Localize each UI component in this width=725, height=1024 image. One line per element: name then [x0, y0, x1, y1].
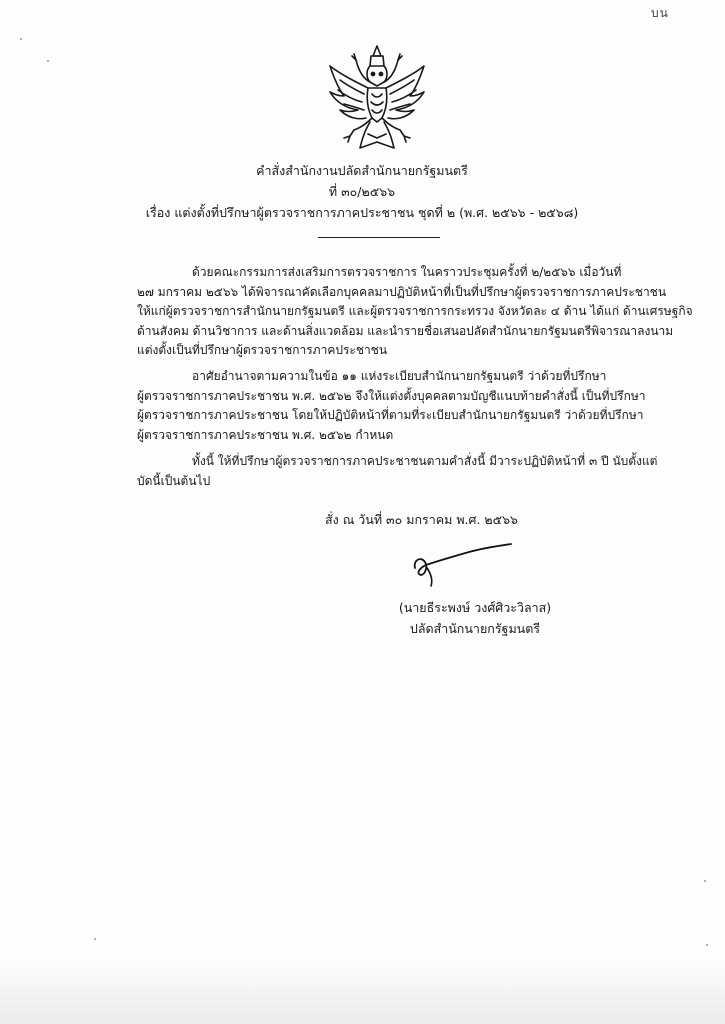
- paragraph-line: ให้แก่ผู้ตรวจราชการสำนักนายกรัฐมนตรี และผู้ตรวจราชการกระทรวง จังหวัดละ ๔ ด้าน ได้แก่ ด้านเศรษฐกิจ: [137, 304, 693, 319]
- paragraph-line: ๒๗ มกราคม ๒๕๖๖ ได้พิจารณาคัดเลือกบุคคลมาปฏิบัติหน้าที่เป็นที่ปรึกษาผู้ตรวจราชการภาคประชาชน: [137, 284, 667, 299]
- scan-speck: [704, 880, 706, 882]
- order-heading: [120, 160, 604, 223]
- signer-position: ปลัดสำนักนายกรัฐมนตรี: [409, 621, 541, 636]
- order-subject: เรื่อง แต่งตั้งที่ปรึกษาผู้ตรวจราชการภาคประชาชน ชุดที่ ๒ (พ.ศ. ๒๕๖๖ - ๒๕๖๘): [145, 205, 579, 220]
- paragraph-line: อาศัยอำนาจตามความในข้อ ๑๑ แห่งระเบียบสำนักนายกรัฐมนตรี ว่าด้วยที่ปรึกษา: [192, 369, 607, 383]
- scan-bottom-shadow: [0, 960, 725, 1024]
- paragraph-line: ผู้ตรวจราชการภาคประชาชน พ.ศ. ๒๕๖๒ จึงให้แต่งตั้งบุคคลตามบัญชีแนบท้ายคำสั่งนี้ เป็นที่ปรึกษา: [137, 388, 646, 403]
- order-issuer-title: คำสั่งสำนักงานปลัดสำนักนายกรัฐมนตรี: [256, 163, 468, 178]
- garuda-emblem-icon: [326, 44, 428, 150]
- body-paragraph-2: [137, 367, 646, 445]
- paragraph-line: ทั้งนี้ ให้ที่ปรึกษาผู้ตรวจราชการภาคประชาชนตามคำสั่งนี้ มีวาระปฏิบัติหน้าที่ ๓ ปี นับตั้งแต่: [192, 454, 658, 468]
- scan-speck: [20, 38, 22, 40]
- paragraph-line: ผู้ตรวจราชการภาคประชาชน โดยให้ปฏิบัติหน้าที่ตามที่ระเบียบสำนักนายกรัฐมนตรี ว่าด้วยที่ปรึกษา: [137, 408, 644, 423]
- scan-speck: [94, 938, 96, 940]
- heading-divider: [318, 237, 440, 238]
- scan-speck: [47, 60, 49, 62]
- signer-name: (นายธีระพงษ์ วงศ์ศิวะวิลาส): [398, 600, 552, 615]
- paragraph-line: แต่งตั้งเป็นที่ปรึกษาผู้ตรวจราชการภาคประชาชน: [137, 343, 388, 358]
- issued-date: สั่ง ณ วันที่ ๓๐ มกราคม พ.ศ. ๒๕๖๖: [325, 512, 518, 527]
- paragraph-line: ด้านสังคม ด้านวิชาการ และด้านสิ่งแวดล้อม และนำรายชื่อเสนอปลัดสำนักนายกรัฐมนตรีพิจารณาลงนาม: [137, 323, 674, 338]
- body-paragraph-1: [137, 263, 693, 361]
- order-number: ที่ ๓๐/๒๕๖๖: [328, 184, 396, 199]
- paragraph-line: ด้วยคณะกรรมการส่งเสริมการตรวจราชการ ในคราวประชุมครั้งที่ ๒/๒๕๖๖ เมื่อวันที่: [192, 265, 622, 279]
- paragraph-line: ผู้ตรวจราชการภาคประชาชน พ.ศ. ๒๕๖๒ กำหนด: [137, 427, 394, 442]
- handwritten-corner-mark: บน: [651, 6, 669, 20]
- paragraph-line: บัดนี้เป็นต้นไป: [137, 473, 211, 488]
- scan-speck: [706, 944, 708, 946]
- body-paragraph-3: [137, 452, 658, 491]
- handwritten-signature: [407, 538, 517, 588]
- signer-block: [370, 597, 580, 639]
